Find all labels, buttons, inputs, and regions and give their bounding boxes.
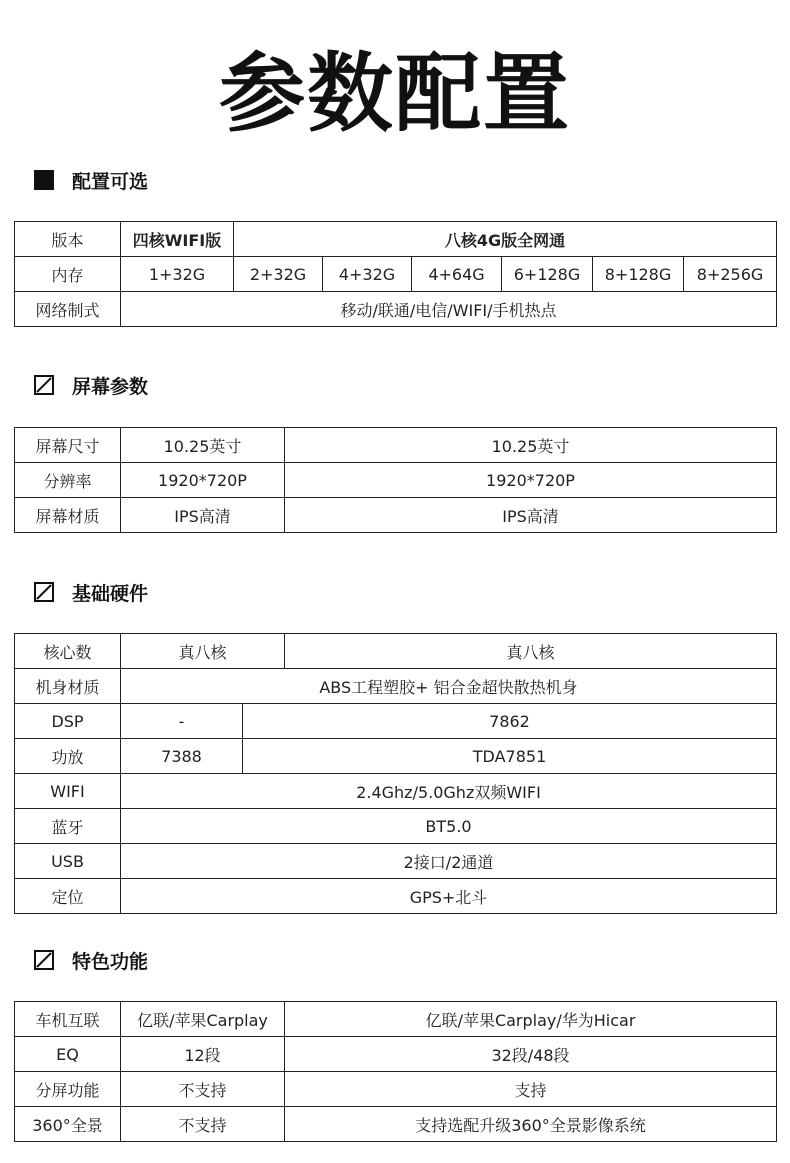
table-row [15, 1107, 777, 1142]
row-label: 蓝牙 [15, 809, 121, 844]
row-label: 机身材质 [15, 669, 121, 704]
table-cell: 2.4Ghz/5.0Ghz双频WIFI [121, 774, 777, 809]
row-label: 核心数 [15, 634, 121, 669]
row-label: 定位 [15, 879, 121, 914]
table-cell: GPS+北斗 [121, 879, 777, 914]
table-row [15, 1037, 777, 1072]
section-title: 屏幕参数 [72, 375, 149, 398]
slash-square-icon [34, 582, 54, 602]
table-cell: 不支持 [121, 1072, 285, 1107]
table-cell: 移动/联通/电信/WIFI/手机热点 [121, 292, 777, 327]
table-row [15, 222, 777, 257]
table-cell: IPS高清 [121, 498, 285, 533]
table-cell: 真八核 [285, 634, 777, 669]
table-cell: 不支持 [121, 1107, 285, 1142]
table-cell: 1+32G [121, 257, 234, 292]
table-row [15, 463, 777, 498]
row-label: 网络制式 [15, 292, 121, 327]
table-cell: 2接口/2通道 [121, 844, 777, 879]
section-title: 配置可选 [72, 170, 149, 193]
table-cell: 32段/48段 [285, 1037, 777, 1072]
row-label: EQ [15, 1037, 121, 1072]
slash-square-icon [34, 375, 54, 395]
slash-square-icon [34, 950, 54, 970]
table-row [15, 498, 777, 533]
row-label: WIFI [15, 774, 121, 809]
table-cell: 6+128G [502, 257, 593, 292]
table-row [15, 428, 777, 463]
table-cell: 10.25英寸 [285, 428, 777, 463]
table-cell: 7862 [243, 704, 777, 739]
table-cell: IPS高清 [285, 498, 777, 533]
row-label: 分辨率 [15, 463, 121, 498]
table-row [15, 809, 777, 844]
table-cell: 4+64G [412, 257, 502, 292]
table-row [15, 774, 777, 809]
row-label: 屏幕材质 [15, 498, 121, 533]
table-cell: 支持 [285, 1072, 777, 1107]
table-cell: 四核WIFI版 [121, 222, 234, 257]
section-title: 特色功能 [72, 950, 149, 973]
screen-table [14, 427, 777, 533]
table-row [15, 1072, 777, 1107]
section-header-screen [34, 373, 148, 397]
hardware-table [14, 633, 777, 914]
table-row [15, 879, 777, 914]
section-header-hardware [34, 580, 148, 604]
table-row [15, 1002, 777, 1037]
table-cell: 2+32G [234, 257, 323, 292]
row-label: DSP [15, 704, 121, 739]
table-row [15, 257, 777, 292]
table-cell: 1920*720P [121, 463, 285, 498]
table-row [15, 739, 777, 774]
section-header-features [34, 948, 148, 972]
table-cell: 八核4G版全网通 [234, 222, 777, 257]
row-label: 分屏功能 [15, 1072, 121, 1107]
table-row [15, 634, 777, 669]
section-title: 基础硬件 [72, 582, 149, 605]
table-cell: 8+128G [593, 257, 684, 292]
row-label: 车机互联 [15, 1002, 121, 1037]
row-label: USB [15, 844, 121, 879]
table-cell: 1920*720P [285, 463, 777, 498]
table-cell: BT5.0 [121, 809, 777, 844]
table-cell: 7388 [121, 739, 243, 774]
table-cell: 真八核 [121, 634, 285, 669]
table-cell: 支持选配升级360°全景影像系统 [285, 1107, 777, 1142]
solid-square-icon [34, 170, 54, 190]
config-table [14, 221, 777, 327]
row-label: 版本 [15, 222, 121, 257]
section-header-config [34, 168, 148, 192]
table-row [15, 292, 777, 327]
row-label: 屏幕尺寸 [15, 428, 121, 463]
table-cell: 亿联/苹果Carplay [121, 1002, 285, 1037]
table-row [15, 704, 777, 739]
table-cell: - [121, 704, 243, 739]
table-row [15, 669, 777, 704]
row-label: 360°全景 [15, 1107, 121, 1142]
table-cell: ABS工程塑胶+ 铝合金超快散热机身 [121, 669, 777, 704]
row-label: 内存 [15, 257, 121, 292]
features-table [14, 1001, 777, 1142]
table-cell: 亿联/苹果Carplay/华为Hicar [285, 1002, 777, 1037]
table-row [15, 844, 777, 879]
row-label: 功放 [15, 739, 121, 774]
page-title: 参数配置 [219, 44, 571, 144]
table-cell: TDA7851 [243, 739, 777, 774]
table-cell: 4+32G [323, 257, 412, 292]
table-cell: 8+256G [684, 257, 777, 292]
table-cell: 10.25英寸 [121, 428, 285, 463]
table-cell: 12段 [121, 1037, 285, 1072]
